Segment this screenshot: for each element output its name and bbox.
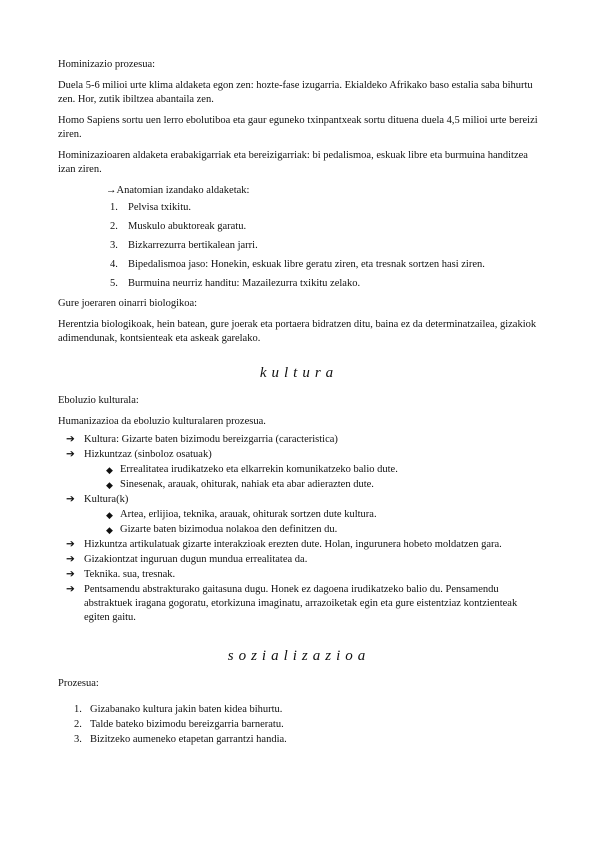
list-item (66, 433, 540, 447)
list-item (66, 553, 540, 567)
list-text: Gizakiontzat inguruan dugun mundua errealitatea da. (84, 554, 308, 565)
diamond-icon: ◆ (106, 525, 113, 535)
list-number: 1. (74, 704, 82, 715)
list-item (66, 583, 540, 625)
kulturak-sublist (58, 508, 540, 537)
list-text: Bizitzeko aumeneko etapetan garrantzi handia. (90, 734, 287, 745)
arrow-icon: ➔ (66, 554, 75, 565)
diamond-icon: ◆ (106, 480, 113, 490)
list-item (106, 463, 540, 477)
list-text: Hizkuntzaz (sinboloz osatuak) (84, 449, 212, 460)
list-item (110, 277, 540, 291)
list-text: Burmuina neurriz handitu: Mazailezurra txikitu zelako. (128, 278, 361, 289)
anatomy-list (58, 201, 540, 291)
list-item (66, 493, 540, 507)
paragraph-changes: Hominizazioaren aldaketa erabakigarriak eta bereizigarriak: bi pedalismoa, eskuak libre eta burmuina handitzea izan ziren. (58, 150, 528, 175)
list-number: 3. (110, 240, 118, 251)
list-text: Gizarte baten bizimodua nolakoa den definitzen du. (120, 524, 338, 535)
list-item (74, 733, 540, 747)
list-text: Artea, erlijioa, teknika, arauak, ohiturak sortzen dute kultura. (120, 509, 377, 520)
arrow-icon: ➔ (66, 539, 75, 550)
list-item (66, 538, 540, 552)
list-text: Gizabanako kultura jakin baten kidea bihurtu. (90, 704, 283, 715)
kultura-title: kultura (259, 365, 339, 381)
arrow-icon: ➔ (66, 584, 75, 595)
arrow-icon: ➔ (66, 569, 75, 580)
paragraph-climate: Duela 5-6 milioi urte klima aldaketa egon zen: hozte-fase izugarria. Ekialdeko Afrikako baso estalia saba bihurtu zen. Hor, zutik ibiltzea abantaila zen. (58, 80, 533, 105)
list-item (110, 201, 540, 215)
list-item (66, 568, 540, 582)
list-text: Pelvisa txikitu. (128, 202, 191, 213)
kultura-bullet-list (58, 433, 540, 462)
list-number: 4. (110, 259, 118, 270)
list-item (110, 258, 540, 272)
list-item (106, 523, 540, 537)
arrow-icon: ➔ (66, 449, 75, 460)
prozesua-heading: Prozesua: (58, 678, 99, 689)
paragraph-homo-sapiens: Homo Sapiens sortu uen lerro ebolutiboa eta gaur eguneko txinpantxeak sortu dituena duela 4,5 milioi urte bereizi ziren. (58, 115, 538, 140)
list-item (106, 478, 540, 492)
kultura-heading: Eboluzio kulturala: (58, 395, 139, 406)
list-number: 1. (110, 202, 118, 213)
list-text: Bizkarrezurra bertikalean jarri. (128, 240, 258, 251)
sozializazioa-title: sozializazioa (227, 648, 371, 664)
arrow-icon: ➔ (66, 434, 75, 445)
list-text: Sinesenak, arauak, ohiturak, nahiak eta abar adierazten dute. (120, 479, 374, 490)
prozesua-list (58, 703, 540, 747)
list-text: Kultura: Gizarte baten bizimodu bereizgarria (caracteristica) (84, 434, 338, 445)
list-text: Kultura(k) (84, 494, 129, 505)
list-item (66, 448, 540, 462)
diamond-icon: ◆ (106, 465, 113, 475)
arrow-icon: ➔ (66, 494, 75, 505)
list-item (106, 508, 540, 522)
list-item (110, 220, 540, 234)
biology-heading: Gure joeraren oinarri biologikoa: (58, 298, 198, 309)
list-text: Errealitatea irudikatzeko eta elkarrekin komunikatzeko balio dute. (120, 464, 398, 475)
hizkuntza-sublist (58, 463, 540, 492)
biology-paragraph: Herentzia biologikoak, hein batean, gure joerak eta portaera bidratzen ditu, baina ez da determinatzailea, gizakiok adimendunak, kontsienteak eta askeak garelako. (58, 319, 537, 344)
kultura-bullet-list-3 (58, 538, 540, 625)
list-text: Teknika. sua, tresnak. (84, 569, 176, 580)
list-text: Bipedalismoa jaso: Honekin, eskuak libre geratu ziren, eta tresnak sortzen hasi ziren. (128, 259, 485, 270)
document-page (58, 58, 540, 748)
list-number: 2. (74, 719, 82, 730)
list-number: 5. (110, 278, 118, 289)
list-text: Hizkuntza artikulatuak gizarte interakzioak erezten dute. Holan, ingurunera hobeto moldatzen gara. (84, 539, 502, 550)
list-text: Pentsamendu abstrakturako gaitasuna dugu. Honek ez dagoena irudikatzeko balio du. Pensamendu abstraktuek iragana gogoratu, etorkizuna imaginatu, arrazoiketak egin eta gure eistentziaz kontzienteak egiten gaitu. (84, 584, 518, 623)
list-item (74, 718, 540, 732)
hominizazio-heading: Hominizazio prozesua: (58, 59, 156, 70)
list-number: 2. (110, 221, 118, 232)
list-item (110, 239, 540, 253)
list-text: Muskulo abuktoreak garatu. (128, 221, 247, 232)
list-number: 3. (74, 734, 82, 745)
list-item (74, 703, 540, 717)
kultura-subheading: Humanizazioa da eboluzio kulturalaren prozesua. (58, 416, 266, 427)
kultura-bullet-list-2 (58, 493, 540, 507)
diamond-icon: ◆ (106, 510, 113, 520)
list-text: Talde bateko bizimodu bereizgarria barneratu. (90, 719, 284, 730)
anatomy-heading: →Anatomian izandako aldaketak: (106, 185, 250, 196)
